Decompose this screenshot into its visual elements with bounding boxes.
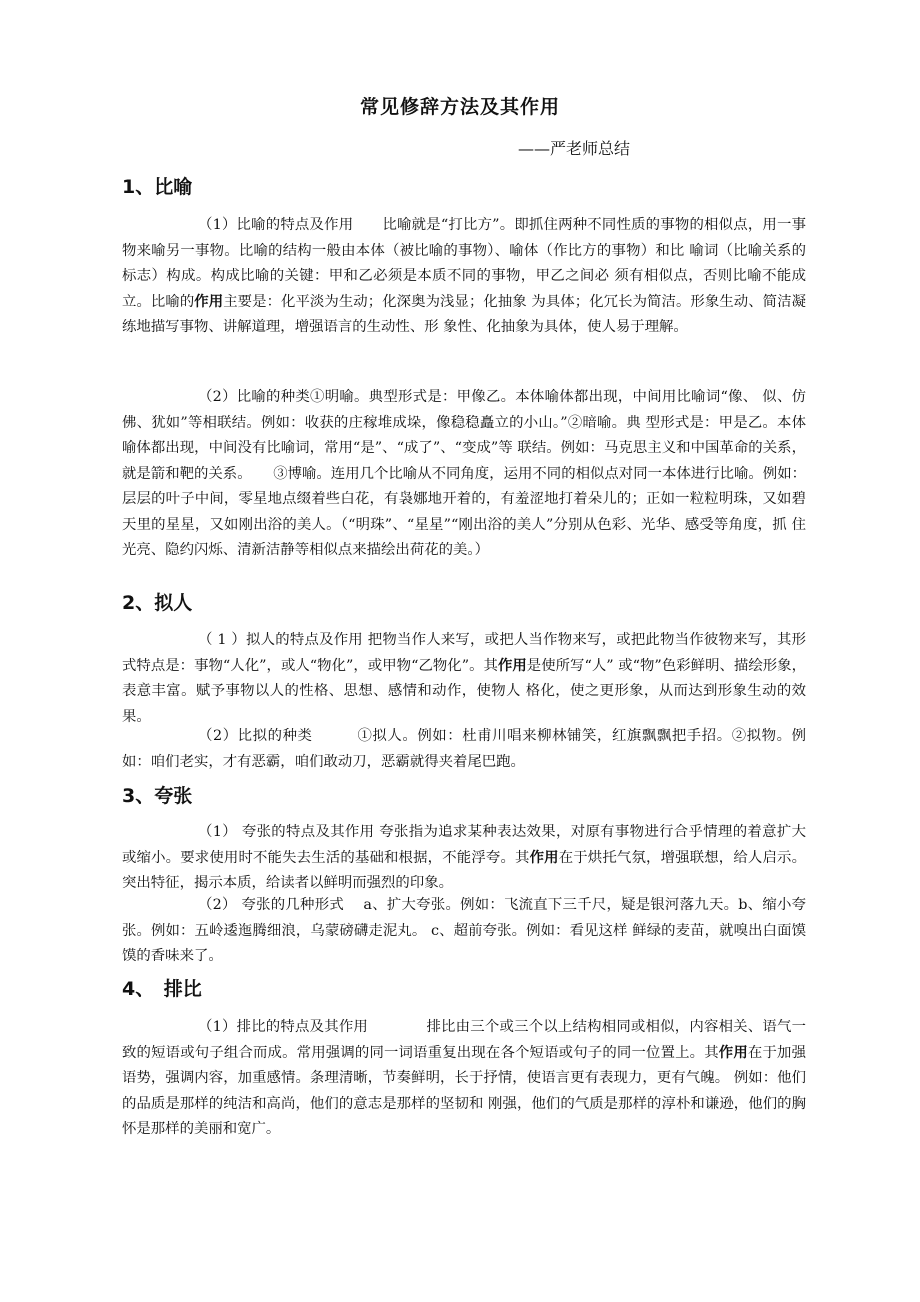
section-heading-4: 4、 排比 bbox=[122, 978, 202, 1000]
emphasis-word: 作用 bbox=[497, 657, 527, 674]
section-heading-3: 3、夸张 bbox=[122, 785, 193, 807]
paragraph-3-2: （2） 夸张的几种形式 a、扩大夸张。例如：飞流直下三千尺，疑是银河落九天。b、缩小夸张。例如：五岭逶迤腾细浪，乌蒙磅礴走泥丸。 c、超前夸张。例如：看见这样 鲜绿的麦苗，就嗅出白面馍馍的香味来了。 bbox=[122, 897, 806, 964]
paragraph-2-1: （ 1 ）拟人的特点及作用 把物当作人来写，或把人当作物来写，或把此物当作彼物来写，其形式特点是：事物“人化”，或人“物化”，或甲物“乙物化”。其作用是使所写“人” 或“物”色彩鲜明、描绘形象，表意丰富。赋予事物以人的性格、思想、感情和动作，使物人 格化，使之更形象，从而达到形象生动的效果。 bbox=[122, 632, 806, 725]
author-line: ——严老师总结 bbox=[518, 139, 631, 158]
paragraph-1-1: （1）比喻的特点及作用 比喻就是“打比方”。即抓住两种不同性质的事物的相似点，用一事物来喻另一事物。比喻的结构一般由本体（被比喻的事物）、喻体（作比方的事物）和比 喻词（比喻关系的标志）构成。构成比喻的关键：甲和乙必须是本质不同的事物，甲乙之间必 须有相似点，否则比喻不能成立。比喻的作用主要是：化平淡为生动；化深奥为浅显；化抽象 为具体；化冗长为简洁。形象生动、简洁凝练地描写事物、讲解道理，增强语言的生动性、形 象性、化抽象为具体，使人易于理解。 bbox=[122, 217, 806, 335]
paragraph-4-1: （1）排比的特点及其作用 排比由三个或三个以上结构相同或相似，内容相关、语气一致的短语或句子组合而成。常用强调的同一词语重复出现在各个短语或句子的同一位置上。其作用在于加强语势，强调内容，加重感情。条理清晰，节奏鲜明，长于抒情，使语言更有表现力，更有气魄。 例如：他们的品质是那样的纯洁和高尚，他们的意志是那样的坚韧和 刚强，他们的气质是那样的淳朴和谦逊，他们的胸怀是那样的美丽和宽广。 bbox=[122, 1019, 806, 1137]
paragraph-3-1: （1） 夸张的特点及其作用 夸张指为追求某种表达效果，对原有事物进行合乎情理的着意扩大或缩小。要求使用时不能失去生活的基础和根据，不能浮夸。其作用在于烘托气氛，增强联想，给人启示。突出特征，揭示本质，给读者以鲜明而强烈的印象。 bbox=[122, 824, 806, 891]
section-heading-1: 1、比喻 bbox=[122, 176, 193, 198]
section-heading-2: 2、拟人 bbox=[122, 592, 193, 614]
emphasis-word: 作用 bbox=[194, 293, 224, 310]
emphasis-word: 作用 bbox=[718, 1044, 748, 1061]
emphasis-word: 作用 bbox=[529, 849, 559, 866]
paragraph-1-2: （2）比喻的种类①明喻。典型形式是：甲像乙。本体喻体都出现，中间用比喻词“像、 似、仿佛、犹如”等相联结。例如：收获的庄稼堆成垛，像稳稳矗立的小山。”②暗喻。典 型形式是：甲是乙。本体喻体都出现，中间没有比喻词，常用“是”、“成了”、“变成”等 联结。例如：马克思主义和中国革命的关系，就是箭和靶的关系。 ③博喻。连用几个比喻从不同角度，运用不同的相似点对同一本体进行比喻。例如：层层的叶子中间，零星地点缀着些白花，有袅娜地开着的，有羞涩地打着朵儿的；正如一粒粒明珠，又如碧天里的星星，又如刚出浴的美人。（“明珠”、“星星”“刚出浴的美人”分别从色彩、光华、感受等角度，抓 住光亮、隐约闪烁、清新洁静等相似点来描绘出荷花的美。） bbox=[122, 389, 806, 558]
paragraph-2-2: （2）比拟的种类 ①拟人。例如：杜甫川唱来柳林铺笑，红旗飘飘把手招。②拟物。例如：咱们老实，才有恶霸，咱们敢动刀，恶霸就得夹着尾巴跑。 bbox=[122, 728, 806, 770]
page-title: 常见修辞方法及其作用 bbox=[359, 96, 560, 118]
